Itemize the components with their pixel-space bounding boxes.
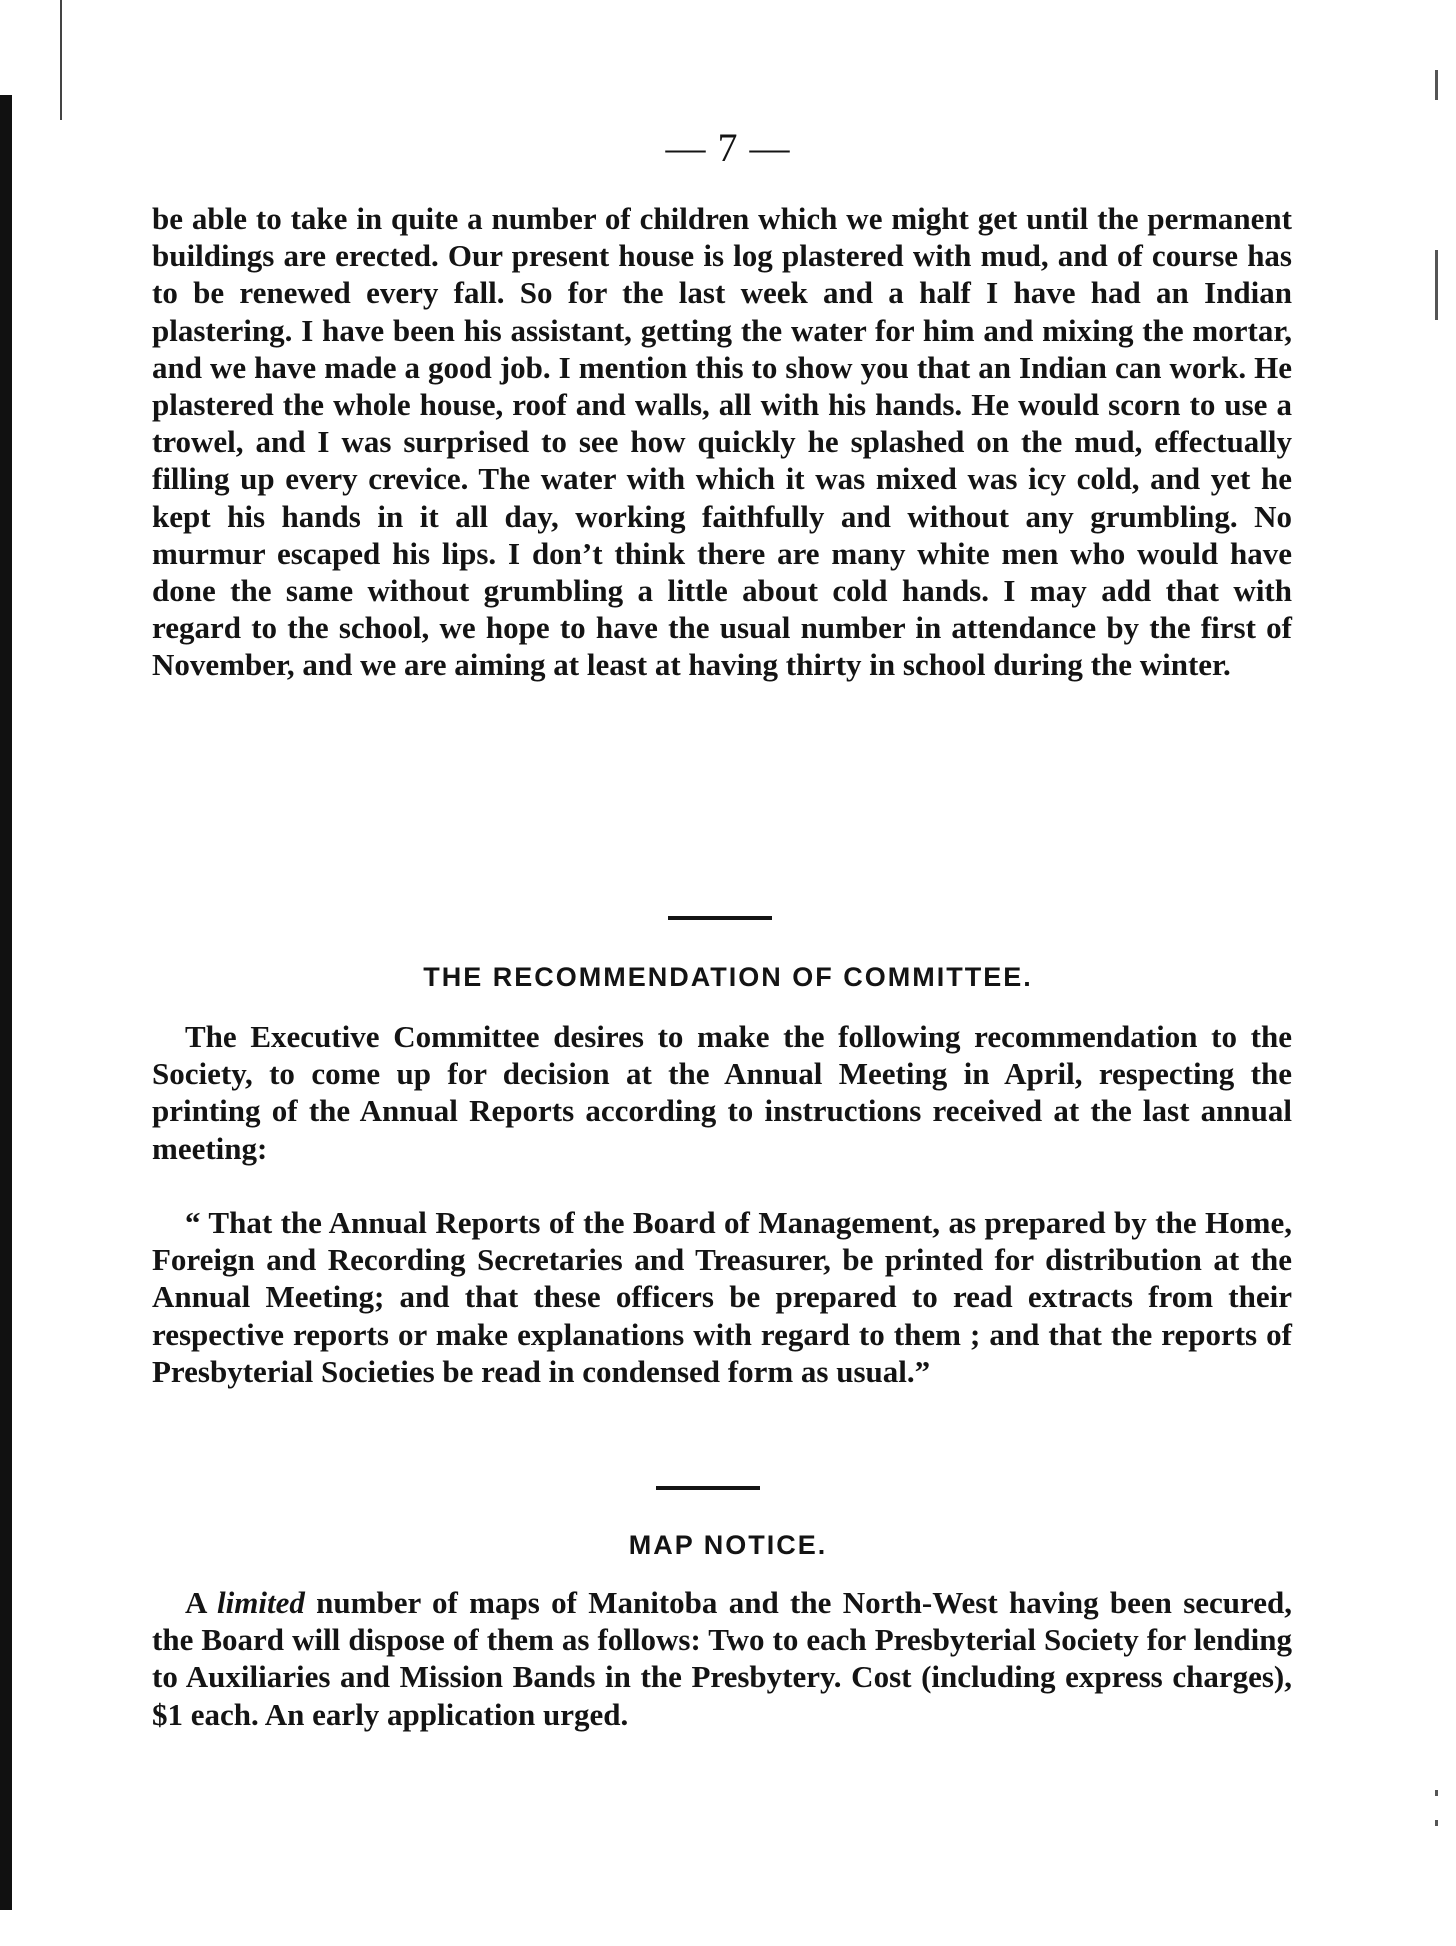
section-divider: [668, 916, 772, 920]
section-divider: [656, 1486, 760, 1490]
recommendation-heading: THE RECOMMENDATION OF COMMITTEE.: [423, 962, 1033, 992]
letter-paragraph: be able to take in quite a number of children which we might get until the permanent buildings are erected. Our present house is log plastered with mud, and of course has to be renewed every fall. So for the last week and a half I have had an Indian plastering. I have been his assistant, getting the water for him and mixing the mortar, and we have made a good job. I mention this to show you that an Indian can work. He plastered the whole house, roof and walls, all with his hands. He would scorn to use a trowel, and I was surprised to see how quickly he splashed on the mud, effectually filling up every crevice. The water with which it was mixed was icy cold, and yet he kept his hands in it all day, working faithfully and without any grumbling. No murmur escaped his lips. I don’t think there are many white men who would have done the same without grumbling a little about cold hands. I may add that with regard to the school, we hope to have the usual number in attendance by the first of November, and we are aiming at least at having thirty in school during the winter.: [152, 201, 1292, 683]
scan-speck: [1435, 1820, 1438, 1826]
recommendation-intro: The Executive Committee desires to make the following recommendation to the Society, to come up for decision at the Annual Meeting in April, respecting the printing of the Annual Reports according to instructions received at the last annual meeting:: [152, 1019, 1292, 1166]
map-notice-lead: A: [185, 1585, 206, 1620]
scan-speck: [1435, 250, 1438, 320]
map-notice-emphasis: limited: [217, 1585, 305, 1620]
map-notice-paragraph: [152, 1584, 1292, 1733]
scan-margin-line: [60, 0, 62, 120]
page-number: — 7 —: [665, 125, 791, 170]
scan-margin-edge: [0, 95, 12, 1910]
recommendation-quote: “ That the Annual Reports of the Board of Management, as prepared by the Home, Foreign and Recording Secretaries and Treasurer, be printed for distribution at the Annual Meeting; and that these officers be prepared to read extracts from their respective reports or make explanations with regard to them ; and that the reports of Presbyterial Societies be read in condensed form as usual.”: [152, 1205, 1292, 1389]
scan-speck: [1435, 70, 1438, 100]
map-notice-text: number of maps of Manitoba and the North-West having been secured, the Board will dispose of them as follows: Two to each Presbyterial Society for lending to Auxiliaries and Mission Bands in the Presbytery. Cost (including express charges), $1 each. An early application urged.: [152, 1585, 1292, 1732]
scan-speck: [1435, 1790, 1438, 1796]
map-notice-heading: MAP NOTICE.: [628, 1530, 828, 1560]
